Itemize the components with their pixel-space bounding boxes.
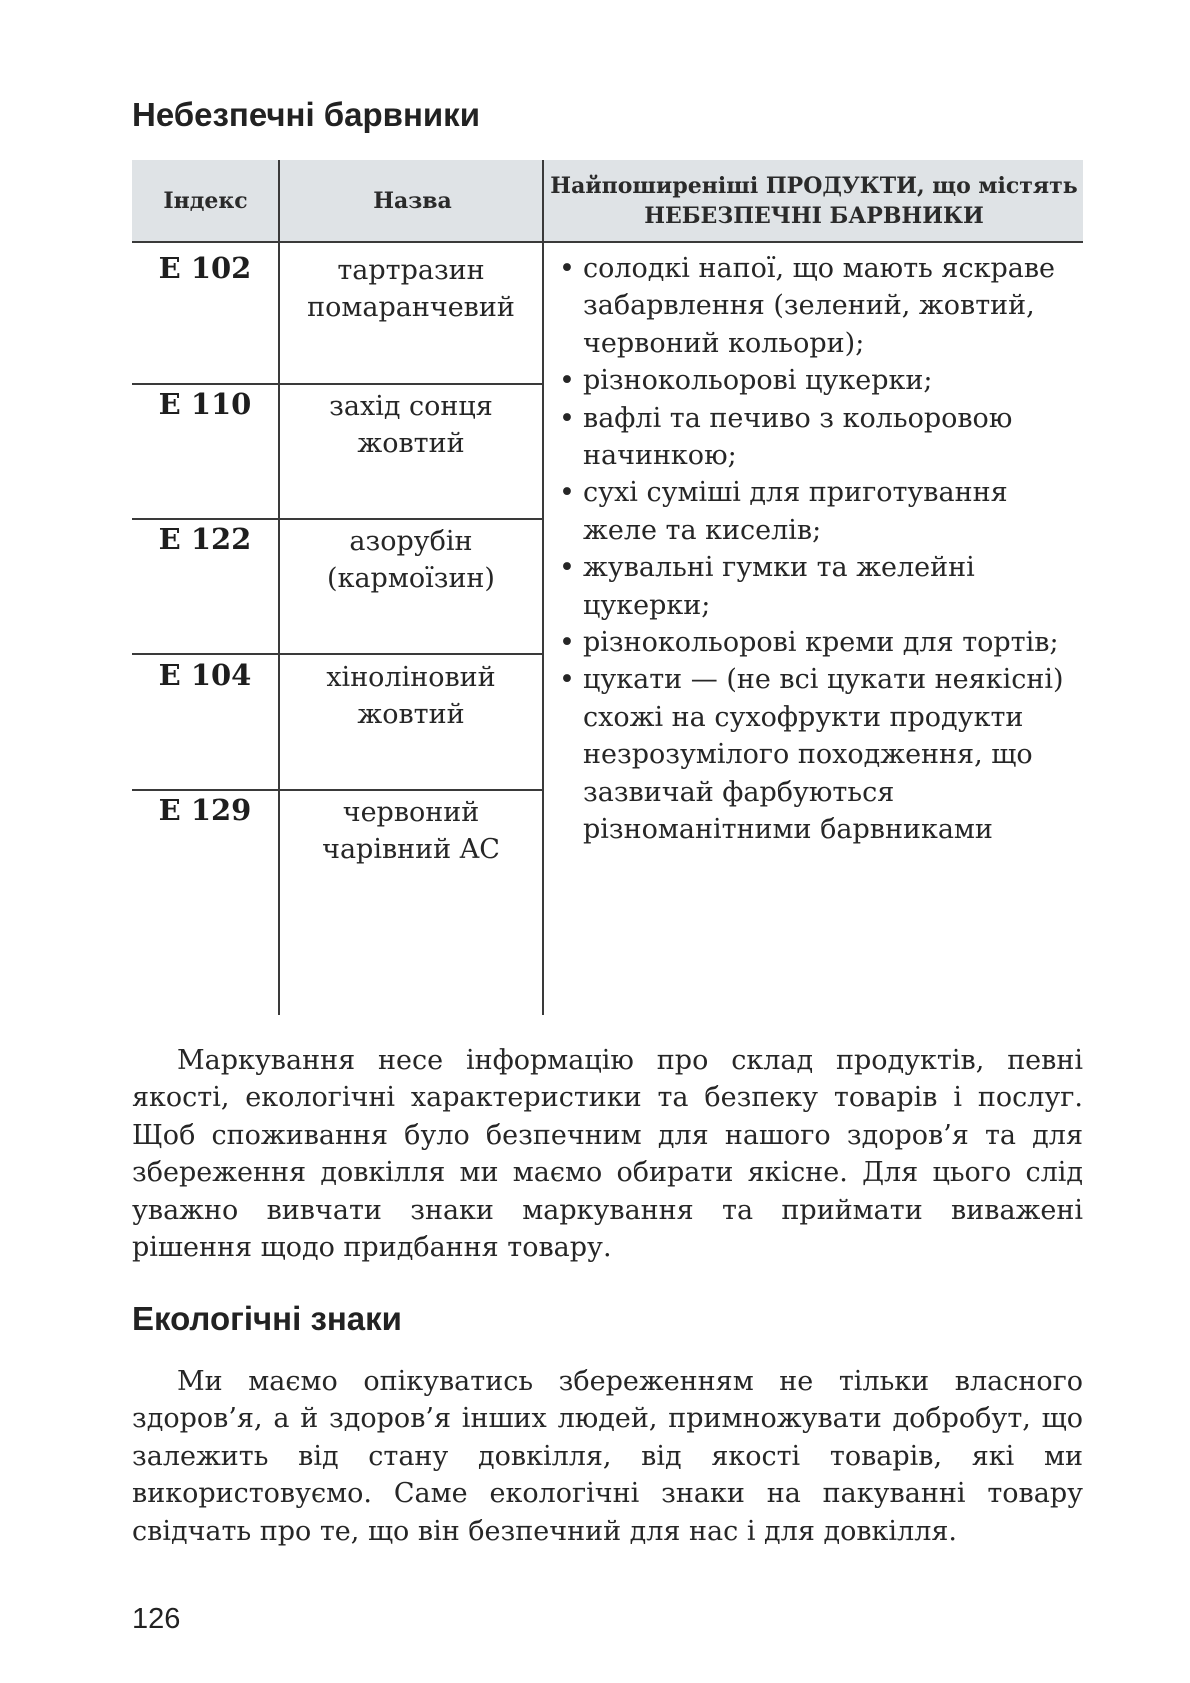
row-divider (132, 789, 543, 791)
dye-index: E 122 (158, 522, 252, 556)
bullet-icon: • (559, 552, 575, 584)
header-products: Найпоширеніші ПРОДУКТИ, що містять НЕБЕЗПЕЧНІ БАРВНИКИ (550, 172, 1078, 229)
paragraph-eco: Ми маємо опікуватись збереженням не тільки власного здоров’я, а й здоров’я інших людей, примножувати добробут, що залежить від стану довкілля, від якості товарів, які ми використовуємо. Саме екологічні знаки на пакуванні товару свідчать про те, що він безпечний для нас і для довкілля. (132, 1366, 1083, 1547)
bullet-icon: • (559, 402, 575, 434)
dye-name: хіноліновий жовтий (326, 662, 496, 730)
page-number: 126 (132, 1603, 181, 1635)
row-divider (132, 383, 543, 385)
dye-name: червоний чарівний AC (322, 797, 500, 865)
dye-index: E 110 (158, 387, 252, 421)
row-divider (132, 653, 543, 655)
dyes-table (132, 160, 1083, 1015)
products-list (557, 250, 1082, 849)
dye-index: E 129 (158, 793, 252, 827)
dye-name: азорубін (кармоїзин) (327, 526, 495, 594)
row-divider (132, 518, 543, 520)
header-index: Індекс (163, 187, 248, 214)
dye-index: E 102 (158, 251, 252, 285)
paragraph-labeling: Маркування несе інформацію про склад продуктів, певні якості, екологічні характеристики та безпеку товарів і послуг. Щоб споживання було безпечним для нашого здоров’я та для збереження довкілля ми маємо обирати якісне. Для цього слід уважно вивчати знаки маркування та приймати виважені рішення щодо придбання товару. (132, 1045, 1083, 1264)
dye-index: E 104 (158, 658, 252, 692)
list-item: • сухі суміші для приготування желе та киселів; (557, 474, 1082, 549)
bullet-icon: • (559, 365, 575, 397)
section-heading-dangerous-dyes: Небезпечні барвники (132, 96, 480, 133)
list-item: • різнокольорові цукерки; (557, 362, 1082, 399)
bullet-icon: • (559, 664, 575, 696)
list-item: • різнокольорові креми для тортів; (557, 624, 1082, 661)
bullet-icon: • (559, 627, 575, 659)
header-name: Назва (373, 187, 452, 214)
list-item: • солодкі напої, що мають яскраве забарвлення (зелений, жовтий, червоний кольори); (557, 250, 1082, 362)
list-item: • вафлі та печиво з кольоровою начинкою; (557, 400, 1082, 475)
dye-name: тартразин помаранчевий (307, 255, 515, 323)
section-heading-eco-signs: Екологічні знаки (132, 1300, 402, 1337)
table-header (132, 160, 1083, 243)
list-item: • цукати — (не всі цукати неякісні) схожі на сухофрукти продукти незрозумілого походження, що зазвичай фарбуються різноманітними барвниками (557, 661, 1082, 848)
bullet-icon: • (559, 253, 575, 284)
column-divider (542, 160, 544, 1015)
list-item: • жувальні гумки та желейні цукерки; (557, 549, 1082, 624)
bullet-icon: • (559, 477, 575, 509)
dye-name: захід сонця жовтий (329, 391, 493, 459)
